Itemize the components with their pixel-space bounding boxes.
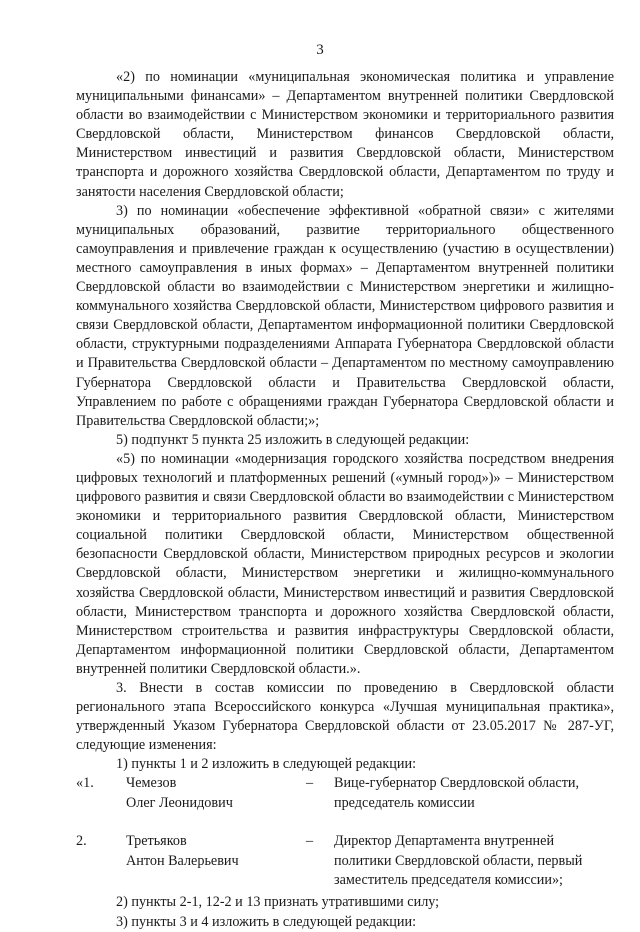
member-name <box>126 774 233 812</box>
member-surname: Чемезов <box>126 775 177 792</box>
member-role <box>334 774 614 812</box>
paragraph-subitem-5: 5) подпункт 5 пункта 25 изложить в следующей редакции: <box>116 431 470 448</box>
member-role-line: Директор Департамента внутренней <box>334 833 555 850</box>
member-given-names: Антон Валерьевич <box>126 852 239 869</box>
member-dash: – <box>306 833 314 850</box>
paragraph-items-repealed: 2) пункты 2-1, 12-2 и 13 признать утратившими силу; <box>116 894 440 911</box>
paragraph-item-3: 3. Внести в состав комиссии по проведению в Свердловской области регионального этапа Всероссийского конкурса «Лучшая муниципальная практика», утвержденный Указом Губернатора Свердловской области от 23.05.2017 № 287-УГ, следующие изменения: <box>76 680 614 754</box>
paragraph-nomination-5: «5) по номинации «модернизация городского хозяйства посредством внедрения цифровых технологий и платформенных решений («умный город»)» – Министерством цифрового развития и связи Свердловской области во взаимодействии с Министерством экономики и территориального развития Свердловской области, Министерством социальной политики Свердловской области, Министерством общественной безопасности Свердловской области, Министерством природных ресурсов и экологии Свердловской области, Министерством энергетики и жилищно-коммунального хозяйства Свердловской области, Министерством инвестиций и развития Свердловской области, Министерством транспорта и дорожного хозяйства Свердловской области, Министерством строительства и развития инфраструктуры Свердловской области, Департаментом информационной политики Свердловской области, Департаментом внутренней политики Свердловской области.». <box>76 450 614 677</box>
paragraph-nomination-3: 3) по номинации «обеспечение эффективной «обратной связи» с жителями муниципальных образований, развитие территориального общественного самоуправления и привлечение граждан к осуществлению (участию в осуществлении) местного самоуправления в иных формах» – Департаментом внутренней политики Свердловской области во взаимодействии с Министерством энергетики и жилищно-коммунального хозяйства Свердловской области, Министерством цифрового развития и связи Свердловской области, Департаментом информационной политики Свердловской области, структурными подразделениями Аппарата Губернатора Свердловской области и Правительства Свердловской области – Департаментом по местному самоуправлению Губернатора Свердловской области и Правительства Свердловской области, Управлением по работе с обращениями граждан Губернатора Свердловской области и Правительства Свердловской области;»; <box>76 202 614 429</box>
member-role <box>334 832 614 889</box>
member-given-names: Олег Леонидович <box>126 794 233 811</box>
paragraph-nomination-2: «2) по номинации «муниципальная экономическая политика и управление муниципальными финансами» – Департаментом внутренней политики Свердловской области во взаимодействии с Министерством экономики и территориального развития Свердловской области, Министерством финансов Свердловской области, Министерством инвестиций и развития Свердловской области, Министерством транспорта и дорожного хозяйства Свердловской области, Департаментом по труду и занятости населения Свердловской области; <box>76 69 614 200</box>
member-role-line: председатель комиссии <box>334 794 475 811</box>
member-role-line: Вице-губернатор Свердловской области, <box>334 775 580 792</box>
member-dash: – <box>306 775 314 792</box>
document-body <box>76 68 614 932</box>
member-role-line: заместитель председателя комиссии»; <box>334 871 563 888</box>
member-number: 2. <box>76 833 87 850</box>
commission-member-row <box>76 774 614 832</box>
member-surname: Третьяков <box>126 833 187 850</box>
member-name <box>126 832 239 870</box>
member-role-line: политики Свердловской области, первый <box>334 852 583 869</box>
commission-member-row <box>76 832 614 893</box>
page-number: 3 <box>316 42 324 58</box>
member-number: «1. <box>76 775 94 792</box>
paragraph-items-1-2: 1) пункты 1 и 2 изложить в следующей редакции: <box>116 756 417 773</box>
paragraph-items-3-4: 3) пункты 3 и 4 изложить в следующей редакции: <box>116 913 417 930</box>
